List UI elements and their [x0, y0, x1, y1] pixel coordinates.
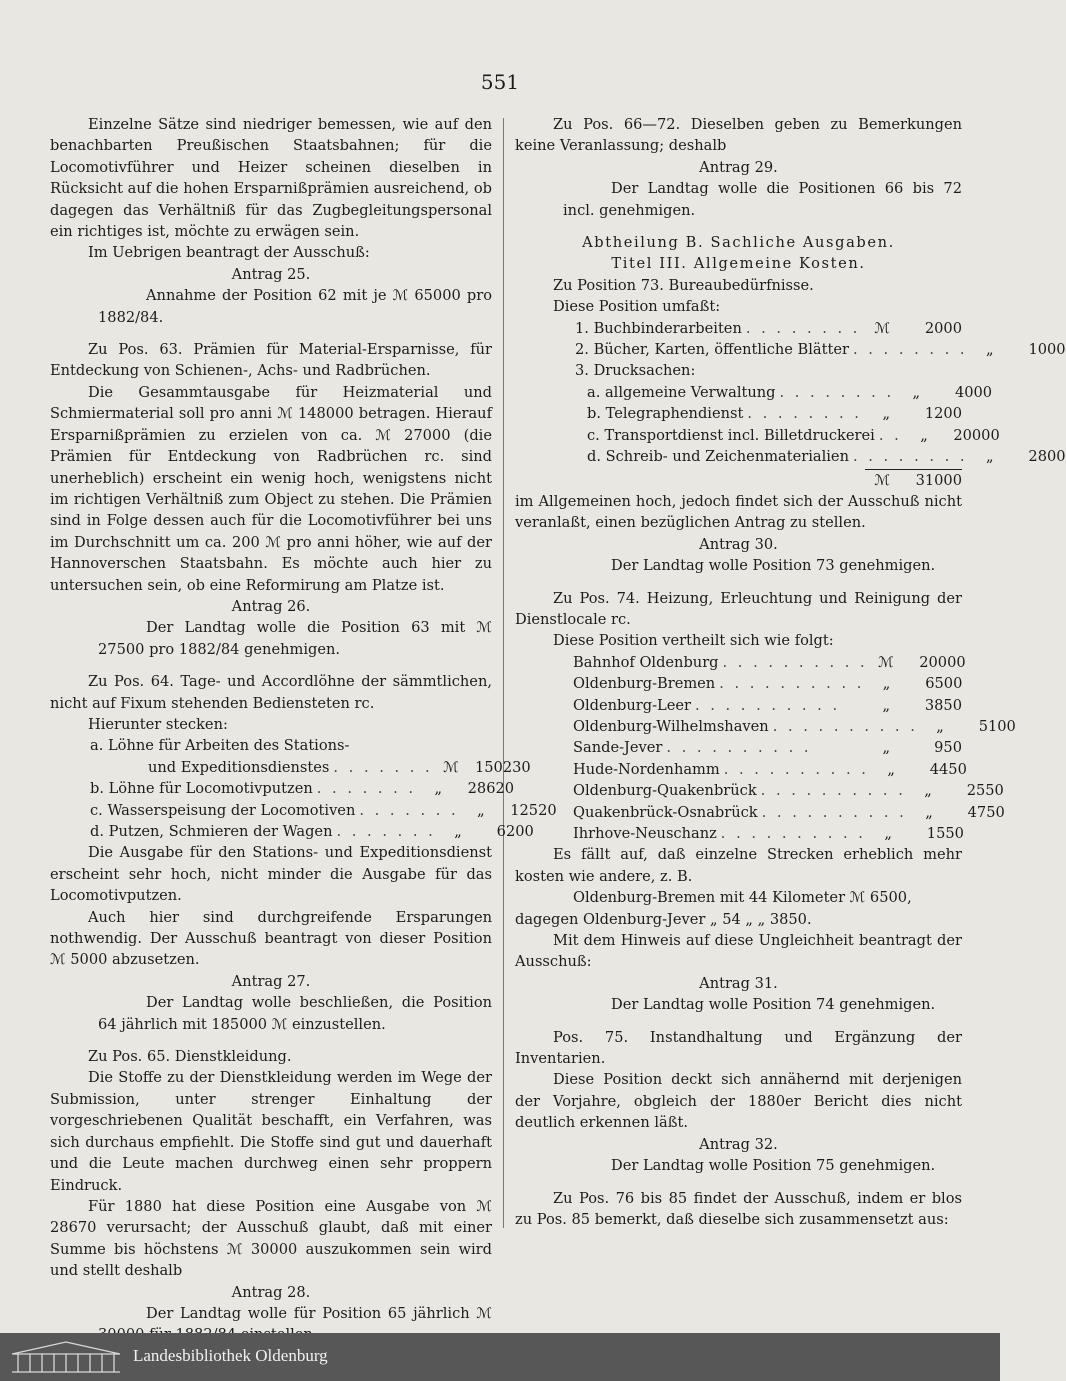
list-item: b. Telegraphendienst . . . . . . . . „ 1200 — [587, 405, 962, 423]
cost-list — [575, 318, 1066, 468]
list-item: d. Schreib- und Zeichenmaterialien . . . . . . . . „ 2800 — [587, 448, 1066, 466]
paragraph: Zu Pos. 65. Dienstkleidung. — [88, 1048, 292, 1066]
cost-list — [90, 735, 557, 842]
paragraph: Für 1880 hat diese Position eine Ausgabe von ℳ 28670 verursacht; der Ausschuß glaubt, daß mit einer Summe bis höchstens ℳ 30000 auszukommen sein wird und stellt deshalb — [50, 1197, 492, 1280]
paragraph: Die Ausgabe für den Stations- und Expeditionsdienst erscheint sehr hoch, nicht minder die Ausgabe für das Locomotivputzen. — [50, 844, 492, 905]
total-row: ℳ 31000 — [874, 471, 962, 489]
paragraph: Zu Position 73. Bureaubedürfnisse. — [553, 276, 814, 294]
right-column — [515, 114, 1066, 1230]
list-item: Oldenburg-Leer . . . . . . . . . . „ 3850 — [573, 696, 962, 714]
motion-heading: Antrag 29. — [699, 158, 778, 176]
library-footer — [0, 1333, 1000, 1381]
paragraph: Diese Position deckt sich annähernd mit derjenigen der Vorjahre, obgleich der 1880er Bericht dies nicht deutlich erkennen läßt. — [515, 1071, 962, 1132]
comparison-line: Oldenburg-Bremen mit 44 Kilometer ℳ 6500, — [573, 889, 912, 907]
list-item: Oldenburg-Quakenbrück . . . . . . . . . . „ 2550 — [573, 782, 1004, 800]
motion-heading: Antrag 27. — [231, 972, 311, 990]
paragraph: Zu Pos. 66—72. Dieselben geben zu Bemerkungen keine Veranlassung; deshalb — [515, 116, 962, 155]
column-divider — [503, 118, 504, 1228]
list-item: c. Wasserspeisung der Locomotiven . . . . . . . „ 12520 — [90, 801, 557, 819]
list-item: Oldenburg-Bremen . . . . . . . . . . „ 6500 — [573, 675, 963, 693]
list-item: und Expeditionsdienstes . . . . . . . ℳ 150230 — [148, 758, 531, 776]
motion-heading: Antrag 28. — [231, 1283, 311, 1301]
motion-heading: Antrag 25. — [231, 265, 311, 283]
paragraph: im Allgemeinen hoch, jedoch findet sich der Ausschuß nicht veranlaßt, einen bezüglichen Antrag zu stellen. — [515, 492, 962, 532]
paragraph: Diese Position vertheilt sich wie folgt: — [553, 632, 834, 650]
motion-heading: Antrag 30. — [699, 535, 778, 553]
paragraph: Die Stoffe zu der Dienstkleidung werden im Wege der Submission, unter strenger Einhaltung der vorgeschriebenen Qualität beschafft, ein Verfahren, was sich durchaus empfiehlt. Die Stoffe sind gut und dauerhaft und die Leute machen durchweg einen sehr proppern Eindruck. — [50, 1069, 492, 1194]
motion-body: Der Landtag wolle Position 73 genehmigen. — [611, 557, 936, 575]
list-item: Sande-Jever . . . . . . . . . . „ 950 — [573, 739, 962, 757]
paragraph: Die Gesammtausgabe für Heizmaterial und Schmiermaterial soll pro anni ℳ 148000 betragen. Hierauf Ersparnißprämien zu erzielen von ca. ℳ 27000 (die Prämien für Entdeckung von Radbrüchen rc. sind unerheblich) erscheint ein wenig hoch, wenigstens nicht im richtigen Verhältniß zum Object zu stehen. Die Prämien sind in Folge dessen auch für die Locomotivführer bei uns im Durchschnitt um ca. 200 ℳ pro anni höher, wie auf der Hannoverschen Staatsbahn. Es möchte auch hier zu untersuchen sein, ob eine Reformirung am Platze ist. — [50, 383, 492, 594]
list-item: b. Löhne für Locomotivputzen . . . . . . . „ 28620 — [90, 780, 515, 798]
motion-body: Der Landtag wolle Position 74 genehmigen. — [611, 996, 936, 1014]
motion-body: Der Landtag wolle die Positionen 66 bis 72 incl. genehmigen. — [563, 180, 962, 219]
list-item: 1. Buchbinderarbeiten . . . . . . . . ℳ 2000 — [575, 319, 962, 337]
page-number: 551 — [480, 70, 520, 94]
section-heading: Abtheilung B. Sachliche Ausgaben. — [582, 234, 895, 252]
paragraph: Auch hier sind durchgreifende Ersparungen nothwendig. Der Ausschuß beantragt von dieser Position ℳ 5000 abzusetzen. — [50, 908, 492, 969]
title-heading: Titel III. Allgemeine Kosten. — [611, 255, 866, 273]
list-item: 3. Drucksachen: — [575, 362, 696, 380]
paragraph: Es fällt auf, daß einzelne Strecken erheblich mehr kosten wie andere, z. B. — [515, 846, 962, 885]
cost-list — [573, 652, 1016, 845]
paragraph: Zu Pos. 63. Prämien für Material-Ersparnisse, für Entdeckung von Schienen-, Achs- und Radbrüchen. — [50, 341, 492, 380]
motion-heading: Antrag 26. — [231, 597, 311, 615]
paragraph: Einzelne Sätze sind niedriger bemessen, wie auf den benachbarten Preußischen Staatsbahnen; für die Locomotivführer und Heizer scheinen dieselben in Rücksicht auf die hohen Ersparnißprämien ausreichend, ob dagegen das Verhältniß für das Zugbegleitungspersonal ein richtiges ist, möchte zu erwägen sein. — [50, 116, 492, 241]
motion-heading: Antrag 31. — [699, 974, 778, 992]
list-item: 2. Bücher, Karten, öffentliche Blätter . . . . . . . . „ 1000 — [575, 341, 1066, 359]
paragraph: Zu Pos. 76 bis 85 findet der Ausschuß, indem er blos zu Pos. 85 bemerkt, daß dieselbe sich zusammensetzt aus: — [515, 1189, 962, 1228]
list-item: a. Löhne für Arbeiten des Stations- — [90, 737, 350, 755]
paragraph: Zu Pos. 64. Tage- und Accordlöhne der sämmtlichen, nicht auf Fixum stehenden Bediensteten rc. — [50, 673, 492, 712]
list-item: Bahnhof Oldenburg . . . . . . . . . . ℳ 20000 — [573, 653, 966, 671]
paragraph: Im Uebrigen beantragt der Ausschuß: — [88, 244, 370, 262]
motion-body: Der Landtag wolle die Position 63 mit ℳ 27500 pro 1882/84 genehmigen. — [98, 619, 492, 658]
motion-heading: Antrag 32. — [699, 1135, 778, 1153]
list-item: a. allgemeine Verwaltung . . . . . . . . „ 4000 — [587, 383, 993, 401]
motion-body: Der Landtag wolle Position 75 genehmigen. — [611, 1157, 936, 1175]
comparison-line: dagegen Oldenburg-Jever „ 54 „ „ 3850. — [515, 910, 812, 928]
paragraph: Hierunter stecken: — [88, 715, 228, 733]
paragraph: Mit dem Hinweis auf diese Ungleichheit beantragt der Ausschuß: — [515, 932, 962, 971]
paragraph: Zu Pos. 74. Heizung, Erleuchtung und Reinigung der Dienstlocale rc. — [515, 589, 962, 628]
left-column — [50, 114, 557, 1346]
paragraph: Diese Position umfaßt: — [553, 298, 721, 316]
library-building-icon — [10, 1340, 122, 1374]
library-name: Landesbibliothek Oldenburg — [133, 1346, 328, 1365]
motion-body: Annahme der Position 62 mit je ℳ 65000 pro 1882/84. — [98, 287, 492, 326]
list-item: Quakenbrück-Osnabrück . . . . . . . . . . „ 4750 — [573, 803, 1005, 821]
paragraph: Pos. 75. Instandhaltung und Ergänzung der Inventarien. — [515, 1028, 962, 1068]
motion-body: Der Landtag wolle für Position 65 jährlich ℳ — [146, 1304, 492, 1322]
list-item: Oldenburg-Wilhelmshaven . . . . . . . . . . „ 5100 — [573, 717, 1016, 735]
motion-body: Der Landtag wolle beschließen, die Position 64 jährlich mit 185000 ℳ einzustellen. — [98, 994, 492, 1033]
list-item: d. Putzen, Schmieren der Wagen . . . . . . . „ 6200 — [90, 823, 534, 840]
list-item: c. Transportdienst incl. Billetdruckerei . . „ 20000 — [587, 426, 1000, 444]
list-item: Hude-Nordenhamm . . . . . . . . . . „ 4450 — [573, 760, 967, 778]
list-item: Ihrhove-Neuschanz . . . . . . . . . . „ 1550 — [573, 825, 964, 842]
